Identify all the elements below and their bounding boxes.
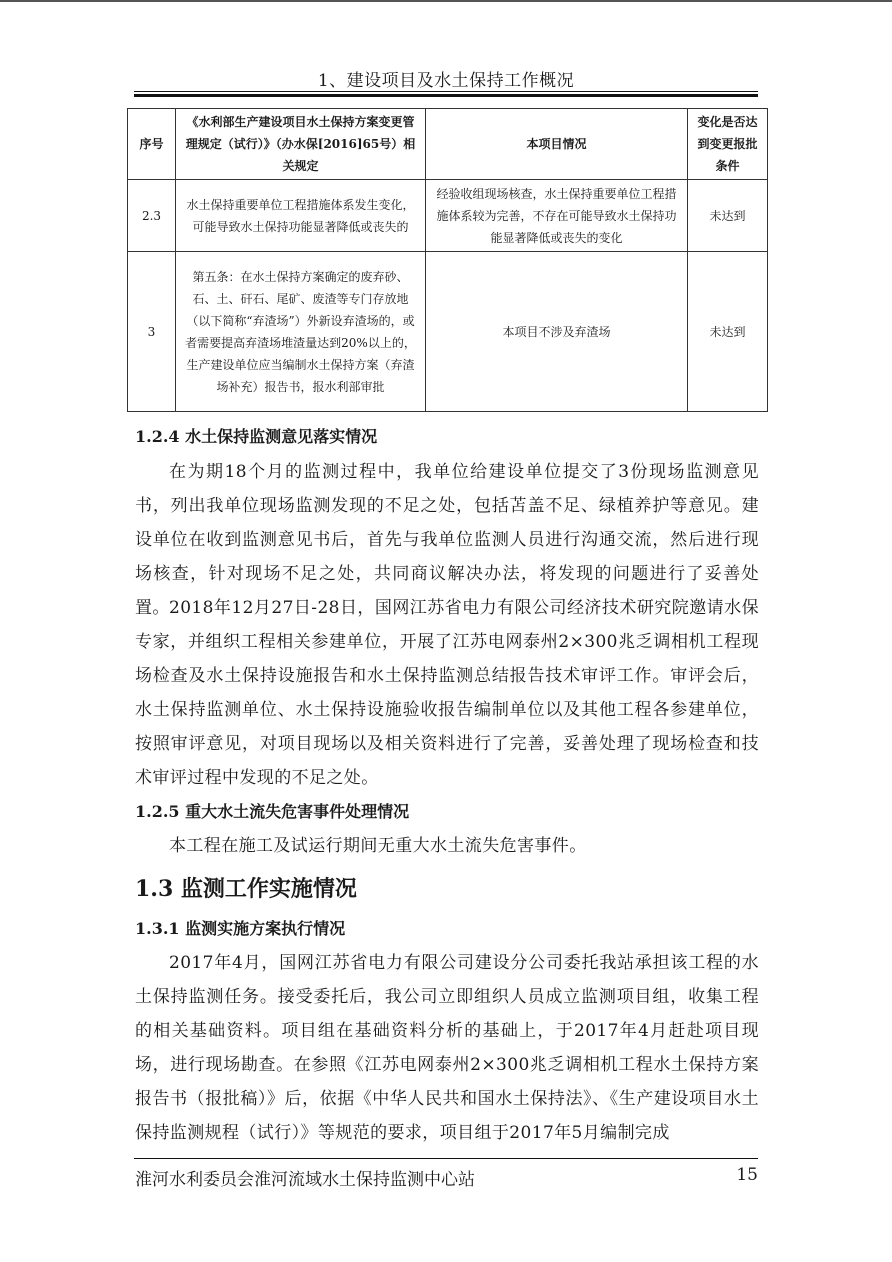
row-serial-no: 2.3	[128, 180, 176, 252]
row-result: 未达到	[688, 180, 768, 252]
header-serial-no: 序号	[128, 109, 176, 180]
table-row	[128, 180, 768, 252]
header-regulation: 《水利部生产建设项目水土保持方案变更管理规定（试行）》（办水保[2016]65号）相关规定	[176, 109, 426, 180]
paragraph-no-major-events: 本工程在施工及试运行期间无重大水土流失危害事件。	[169, 836, 587, 856]
section-heading-1-3-1: 1.3.1 监测实施方案执行情况	[135, 919, 346, 938]
row-situation-text: 经验收组现场核查，水土保持重要单位工程措施体系较为完善，不存在可能导致水土保持功能显著降低或丧失的变化	[426, 180, 688, 252]
footer-organization: 淮河水利委员会淮河流域水土保持监测中心站	[135, 1170, 475, 1190]
paragraph-plan-execution: 2017年4月，国网江苏省电力有限公司建设分公司委托我站承担该工程的水土保持监测任务。接受委托后，我公司立即组织人员成立监测项目组，收集工程的相关基础资料。项目组在基础资料分析的基础上，于2017年4月赶赴项目现场，进行现场勘查。在参照《江苏电网泰州2×300兆乏调相机工程水土保持方案报告书（报批稿）》后，依据《中华人民共和国水土保持法》、《生产建设项目水土保持监测规程（试行）》等规范的要求，项目组于2017年5月编制完成	[135, 953, 759, 1143]
row-regulation-text: 水土保持重要单位工程措施体系发生变化，可能导致水土保持功能显著降低或丧失的	[176, 180, 426, 252]
header-rule-thick	[134, 94, 758, 97]
section-heading-1-2-5: 1.2.5 重大水土流失危害事件处理情况	[135, 802, 410, 821]
row-serial-no: 3	[128, 252, 176, 412]
row-result: 未达到	[688, 252, 768, 412]
paragraph-monitoring-opinions: 在为期18个月的监测过程中，我单位给建设单位提交了3份现场监测意见书，列出我单位现场监测发现的不足之处，包括苫盖不足、绿植养护等意见。建设单位在收到监测意见书后，首先与我单位监测人员进行沟通交流，然后进行现场核查，针对现场不足之处，共同商议解决办法，将发现的问题进行了妥善处置。	[135, 462, 759, 618]
section-heading-1-3: 1.3 监测工作实施情况	[135, 876, 357, 902]
table-header-row	[128, 109, 768, 180]
footer-rule	[134, 1158, 758, 1159]
table-row	[128, 252, 768, 412]
page-top-border	[0, 0, 892, 2]
paragraph-technical-review: 2018年12月27日-28日，国网江苏省电力有限公司经济技术研究院邀请水保专家，并组织工程相关参建单位，开展了江苏电网泰州2×300兆乏调相机工程现场检查及水土保持设施报告和水土保持监测总结报告技术审评工作。审评会后，水土保持监测单位、水土保持设施验收报告编制单位以及其他工程各参建单位，按照审评意见，对项目现场以及相关资料进行了完善，妥善处理了现场检查和技术审评过程中发现的不足之处。	[135, 598, 759, 788]
header-approval-condition: 变化是否达到变更报批条件	[688, 109, 768, 180]
change-criteria-table	[127, 108, 768, 412]
section-heading-1-2-4: 1.2.4 水土保持监测意见落实情况	[135, 427, 378, 446]
header-project-situation: 本项目情况	[426, 109, 688, 180]
row-situation-text: 本项目不涉及弃渣场	[426, 252, 688, 412]
page-number: 15	[736, 1165, 758, 1185]
row-regulation-text: 第五条：在水土保持方案确定的废弃砂、石、土、矸石、尾矿、废渣等专门存放地（以下简称“弃渣场”）外新设弃渣场的，或者需要提高弃渣场堆渣量达到20%以上的，生产建设单位应当编制水土保持方案（弃渣场补充）报告书，报水利部审批	[176, 252, 426, 412]
running-header: 1、建设项目及水土保持工作概况	[317, 71, 575, 91]
header-rule-thin	[134, 91, 758, 92]
